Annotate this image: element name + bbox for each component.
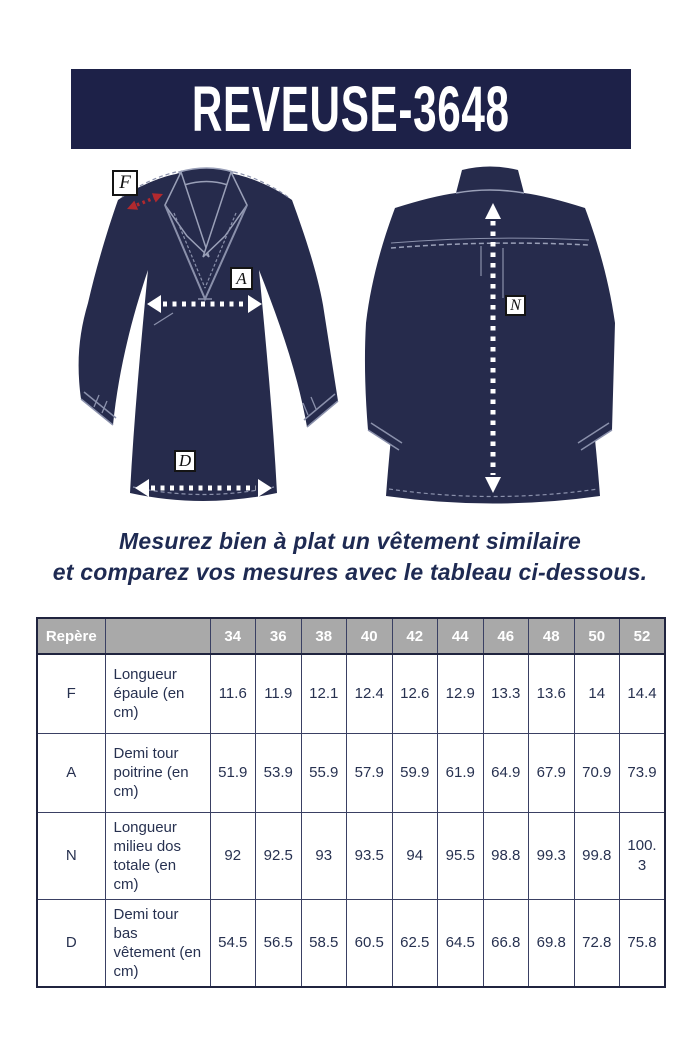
measure-value-cell: 13.6: [529, 654, 575, 733]
measure-value-cell: 93.5: [347, 812, 393, 899]
measure-row: [37, 733, 665, 812]
measure-value-cell: 64.9: [483, 733, 529, 812]
measure-value-cell: 72.8: [574, 899, 620, 987]
measure-value-cell: 11.9: [256, 654, 302, 733]
size-table-body: [37, 654, 665, 987]
size-header-cell: 52: [620, 618, 666, 654]
size-header-cell: 34: [210, 618, 256, 654]
measure-value-cell: 98.8: [483, 812, 529, 899]
marker-A: [230, 267, 253, 290]
measure-code-cell: F: [37, 654, 105, 733]
measure-row: [37, 812, 665, 899]
measure-value-cell: 67.9: [529, 733, 575, 812]
size-header-cell: 44: [438, 618, 484, 654]
size-header-cell: 48: [529, 618, 575, 654]
measure-value-cell: 14.4: [620, 654, 666, 733]
size-header-cell: 42: [392, 618, 438, 654]
marker-N: [505, 295, 526, 316]
measure-code-cell: D: [37, 899, 105, 987]
marker-A-letter: A: [236, 268, 247, 288]
measure-value-cell: 100.3: [620, 812, 666, 899]
measure-instruction: [0, 526, 700, 588]
measure-label-cell: Demi tour poitrine (en cm): [105, 733, 210, 812]
measure-value-cell: 99.8: [574, 812, 620, 899]
measure-value-cell: 75.8: [620, 899, 666, 987]
measure-value-cell: 92: [210, 812, 256, 899]
measure-value-cell: 69.8: [529, 899, 575, 987]
size-table-header-row: [37, 618, 665, 654]
measure-value-cell: 56.5: [256, 899, 302, 987]
measure-code-cell: N: [37, 812, 105, 899]
measure-value-cell: 11.6: [210, 654, 256, 733]
measure-value-cell: 54.5: [210, 899, 256, 987]
measure-value-cell: 57.9: [347, 733, 393, 812]
garment-front-illustration: [70, 163, 345, 525]
product-title-band: [71, 69, 631, 149]
size-table-head: [37, 618, 665, 654]
measure-value-cell: 14: [574, 654, 620, 733]
size-table: [36, 617, 666, 988]
measure-value-cell: 66.8: [483, 899, 529, 987]
measure-value-cell: 12.1: [301, 654, 347, 733]
marker-D: [174, 450, 196, 472]
product-title: REVEUSE-3648: [192, 73, 510, 145]
measure-value-cell: 51.9: [210, 733, 256, 812]
measure-label-cell: Longueur milieu dos totale (en cm): [105, 812, 210, 899]
garment-front-body: [79, 168, 338, 501]
measure-value-cell: 12.9: [438, 654, 484, 733]
measure-value-cell: 12.4: [347, 654, 393, 733]
corner-header-cell: Repère: [37, 618, 105, 654]
size-header-cell: 38: [301, 618, 347, 654]
size-header-cell: 46: [483, 618, 529, 654]
measure-value-cell: 12.6: [392, 654, 438, 733]
measure-value-cell: 70.9: [574, 733, 620, 812]
size-header-cell: 36: [256, 618, 302, 654]
measure-value-cell: 64.5: [438, 899, 484, 987]
measure-value-cell: 99.3: [529, 812, 575, 899]
instruction-line-2: et comparez vos mesures avec le tableau ci-dessous.: [52, 559, 648, 585]
measure-value-cell: 13.3: [483, 654, 529, 733]
instruction-line-1: Mesurez bien à plat un vêtement similaire: [119, 528, 581, 554]
marker-N-letter: N: [510, 296, 521, 314]
marker-D-letter: D: [178, 451, 192, 470]
measure-label-cell: Longueur épaule (en cm): [105, 654, 210, 733]
measure-value-cell: 55.9: [301, 733, 347, 812]
measure-value-cell: 95.5: [438, 812, 484, 899]
measure-value-cell: 60.5: [347, 899, 393, 987]
size-header-cell: 40: [347, 618, 393, 654]
size-header-cell: 50: [574, 618, 620, 654]
garment-back-illustration: [353, 158, 645, 528]
marker-F: [112, 170, 138, 196]
measure-code-cell: A: [37, 733, 105, 812]
measure-value-cell: 61.9: [438, 733, 484, 812]
measure-value-cell: 62.5: [392, 899, 438, 987]
measure-row: [37, 899, 665, 987]
measure-value-cell: 73.9: [620, 733, 666, 812]
marker-F-letter: F: [119, 172, 131, 193]
measure-value-cell: 58.5: [301, 899, 347, 987]
measure-value-cell: 94: [392, 812, 438, 899]
measure-value-cell: 53.9: [256, 733, 302, 812]
measure-row: [37, 654, 665, 733]
measure-value-cell: 59.9: [392, 733, 438, 812]
measure-value-cell: 93: [301, 812, 347, 899]
measure-value-cell: 92.5: [256, 812, 302, 899]
measure-label-cell: Demi tour bas vêtement (en cm): [105, 899, 210, 987]
label-header-cell: [105, 618, 210, 654]
